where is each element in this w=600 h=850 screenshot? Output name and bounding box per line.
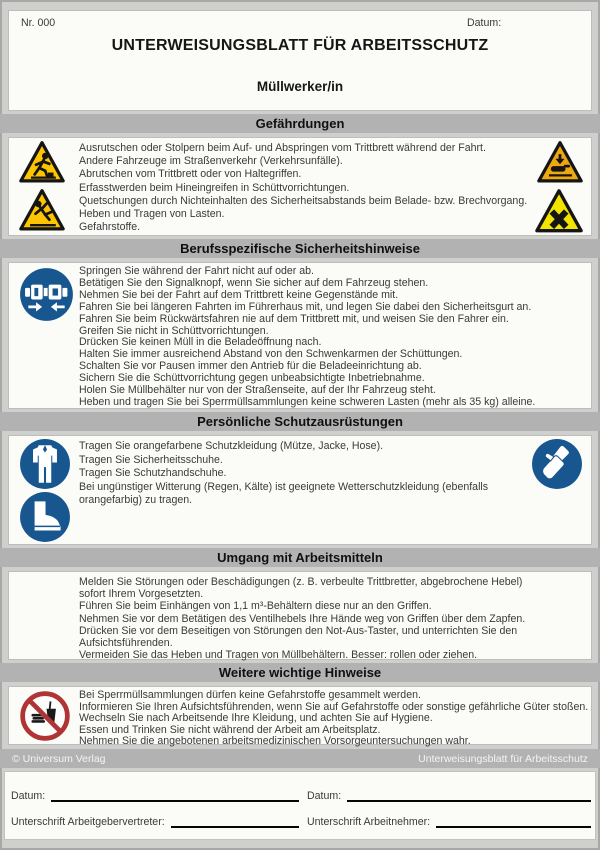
warning-harmful-substances-icon bbox=[535, 188, 583, 239]
text-line: Vermeiden Sie das Heben und Tragen von Müllbehältern. Besser: rollen oder ziehen. bbox=[79, 649, 478, 662]
text-line: Tragen Sie Sicherheitsschuhe. bbox=[79, 453, 223, 466]
employer-signature-label: Unterschrift Arbeitgebervertreter: bbox=[11, 816, 165, 828]
text-line: Drücken Sie keinen Müll in die Beladeöffnung nach. bbox=[79, 336, 322, 349]
footer-bar bbox=[0, 749, 600, 768]
employer-date-label: Datum: bbox=[11, 790, 46, 802]
text-line: Quetschungen durch Nichteinhalten des Sicherheitsabstands beim Belade- bzw. Brechvorgang. bbox=[79, 194, 528, 207]
section-schutzausruestungen bbox=[8, 435, 592, 545]
section-sicherheitshinweise bbox=[8, 262, 592, 409]
wear-safety-boots-icon bbox=[19, 491, 71, 548]
employee-date-label: Datum: bbox=[307, 790, 342, 802]
text-line: Abrutschen vom Trittbrett oder von Haltegriffen. bbox=[79, 168, 302, 181]
text-line: Heben und Tragen von Lasten. bbox=[79, 208, 225, 221]
section-header-weitere-hinweise: Weitere wichtige Hinweise bbox=[0, 663, 600, 682]
text-line: Fahren Sie bei längeren Fahrten im Führerhaus mit, und legen Sie dabei den Sicherheitsgurt an. bbox=[79, 300, 532, 313]
use-seat-belt-icon bbox=[19, 267, 74, 327]
sheet-number: Nr. 000 bbox=[21, 17, 56, 29]
arbeitsmittel-text bbox=[79, 576, 559, 661]
employee-date-row bbox=[307, 788, 591, 802]
text-line: Schalten Sie vor Pausen immer den Antrieb für die Beladeeinrichtung ab. bbox=[79, 360, 422, 373]
text-line: Führen Sie beim Einhängen von 1,1 m³-Behältern diese nur an den Griffen. bbox=[79, 600, 432, 613]
page-title: UNTERWEISUNGSBLATT FÜR ARBEITSSCHUTZ bbox=[111, 37, 489, 54]
page-subtitle: Müllwerker/in bbox=[256, 79, 344, 94]
footer-document-title: Unterweisungsblatt für Arbeitsschutz bbox=[418, 752, 588, 765]
text-line: Nehmen Sie die angebotenen arbeitsmedizinischen Vorsorgeuntersuchungen wahr. bbox=[79, 735, 471, 747]
warning-trip-hazard-icon bbox=[19, 140, 65, 189]
text-line: Erfasstwerden beim Hineingreifen in Schüttvorrichtungen. bbox=[79, 181, 350, 194]
employer-date-row bbox=[11, 788, 299, 802]
text-line: orangefarbig) zu tragen. bbox=[79, 494, 193, 507]
section-header-gefaehrdungen: Gefährdungen bbox=[0, 114, 600, 133]
text-line: Andere Fahrzeuge im Straßenverkehr (Verkehrsunfälle). bbox=[79, 155, 343, 168]
section-header-arbeitsmittel: Umgang mit Arbeitsmitteln bbox=[0, 548, 600, 567]
text-line: Tragen Sie Schutzhandschuhe. bbox=[79, 467, 227, 480]
employee-date-field[interactable] bbox=[347, 788, 591, 802]
text-line: Greifen Sie nicht in Schüttvorrichtungen. bbox=[79, 324, 269, 337]
schutzausruestungen-text bbox=[79, 440, 534, 508]
text-line: sofort Ihrem Vorgesetzten. bbox=[79, 588, 204, 601]
section-arbeitsmittel bbox=[8, 571, 592, 660]
text-line: Aufsichtsführenden. bbox=[79, 637, 173, 650]
publisher-credit: © Universum Verlag bbox=[12, 752, 106, 765]
warning-slip-hazard-icon bbox=[19, 188, 65, 237]
text-line: Wechseln Sie nach Arbeitsende Ihre Kleidung, und achten Sie auf Hygiene. bbox=[79, 712, 433, 724]
employer-signature-column bbox=[11, 772, 299, 839]
no-eating-or-drinking-icon bbox=[19, 690, 71, 747]
weitere-hinweise-text bbox=[79, 690, 589, 748]
section-header-schutzausruestungen: Persönliche Schutzausrüstungen bbox=[0, 412, 600, 431]
text-line: Fahren Sie beim Rückwärtsfahren nie auf dem Trittbrett mit, und weisen Sie den Fahrer ein. bbox=[79, 312, 509, 325]
text-line: Nehmen Sie bei der Fahrt auf dem Trittbrett keine Gegenstände mit. bbox=[79, 288, 399, 301]
signature-area bbox=[4, 771, 596, 840]
text-line: Informieren Sie Ihren Aufsichtsführenden, wenn Sie auf Gefahrstoffe oder sonstige gefährliche Güter stoßen. bbox=[79, 700, 589, 713]
section-header-sicherheitshinweise: Berufsspezifische Sicherheitshinweise bbox=[0, 239, 600, 258]
text-line: Gefahrstoffe. bbox=[79, 221, 141, 234]
text-line: Sichern Sie die Schüttvorrichtung gegen unbeabsichtigte Inbetriebnahme. bbox=[79, 372, 425, 385]
gefaehrdungen-text bbox=[79, 142, 539, 234]
employer-signature-row bbox=[11, 814, 299, 828]
employer-signature-field[interactable] bbox=[171, 814, 299, 828]
header-date-label: Datum: bbox=[467, 17, 502, 29]
text-line: Bei Sperrmüllsammlungen dürfen keine Gefahrstoffe gesammelt werden. bbox=[79, 689, 421, 701]
employer-date-field[interactable] bbox=[51, 788, 299, 802]
text-line: Ausrutschen oder Stolpern beim Auf- und Abspringen vom Trittbrett während der Fahrt. bbox=[79, 142, 486, 154]
employee-signature-label: Unterschrift Arbeitnehmer: bbox=[307, 816, 431, 828]
text-line: Essen und Trinken Sie nicht während der Arbeit am Arbeitsplatz. bbox=[79, 723, 381, 736]
employee-signature-row bbox=[307, 814, 591, 828]
wear-protective-clothing-icon bbox=[19, 438, 71, 495]
text-line: Melden Sie Störungen oder Beschädigungen (z. B. verbeulte Trittbretter, abgebrochene Hebel) bbox=[79, 576, 523, 588]
employee-signature-field[interactable] bbox=[436, 814, 591, 828]
text-line: Drücken Sie vor dem Beseitigen von Störungen den Not-Aus-Taster, und unterrichten Sie den bbox=[79, 624, 518, 637]
header-box bbox=[8, 10, 592, 111]
section-weitere-hinweise bbox=[8, 686, 592, 745]
text-line: Halten Sie immer ausreichend Abstand von den Schwenkarmen der Schüttungen. bbox=[79, 348, 463, 361]
wear-protective-gloves-icon bbox=[531, 438, 583, 495]
section-gefaehrdungen bbox=[8, 137, 592, 236]
text-line: Tragen Sie orangefarbene Schutzkleidung (Mütze, Jacke, Hose). bbox=[79, 440, 384, 452]
text-line: Heben und tragen Sie bei Sperrmüllsammlungen keine schweren Lasten (mehr als 35 kg) alleine. bbox=[79, 395, 536, 408]
text-line: Betätigen Sie den Signalknopf, wenn Sie sicher auf dem Fahrzeug stehen. bbox=[79, 276, 429, 289]
text-line: Bei ungünstiger Witterung (Regen, Kälte) ist geeignete Wetterschutzkleidung (ebenfalls bbox=[79, 480, 489, 493]
text-line: Nehmen Sie vor dem Betätigen des Ventilhebels Ihre Hände weg von Griffen über dem Zapfen. bbox=[79, 612, 526, 625]
warning-hand-crush-icon bbox=[537, 140, 583, 189]
employee-signature-column bbox=[307, 772, 591, 839]
text-line: Springen Sie während der Fahrt nicht auf oder ab. bbox=[79, 265, 314, 277]
sicherheitshinweise-text bbox=[79, 266, 559, 409]
text-line: Holen Sie Müllbehälter nur von der Straßenseite, auf der Ihr Fahrzeug steht. bbox=[79, 384, 436, 397]
